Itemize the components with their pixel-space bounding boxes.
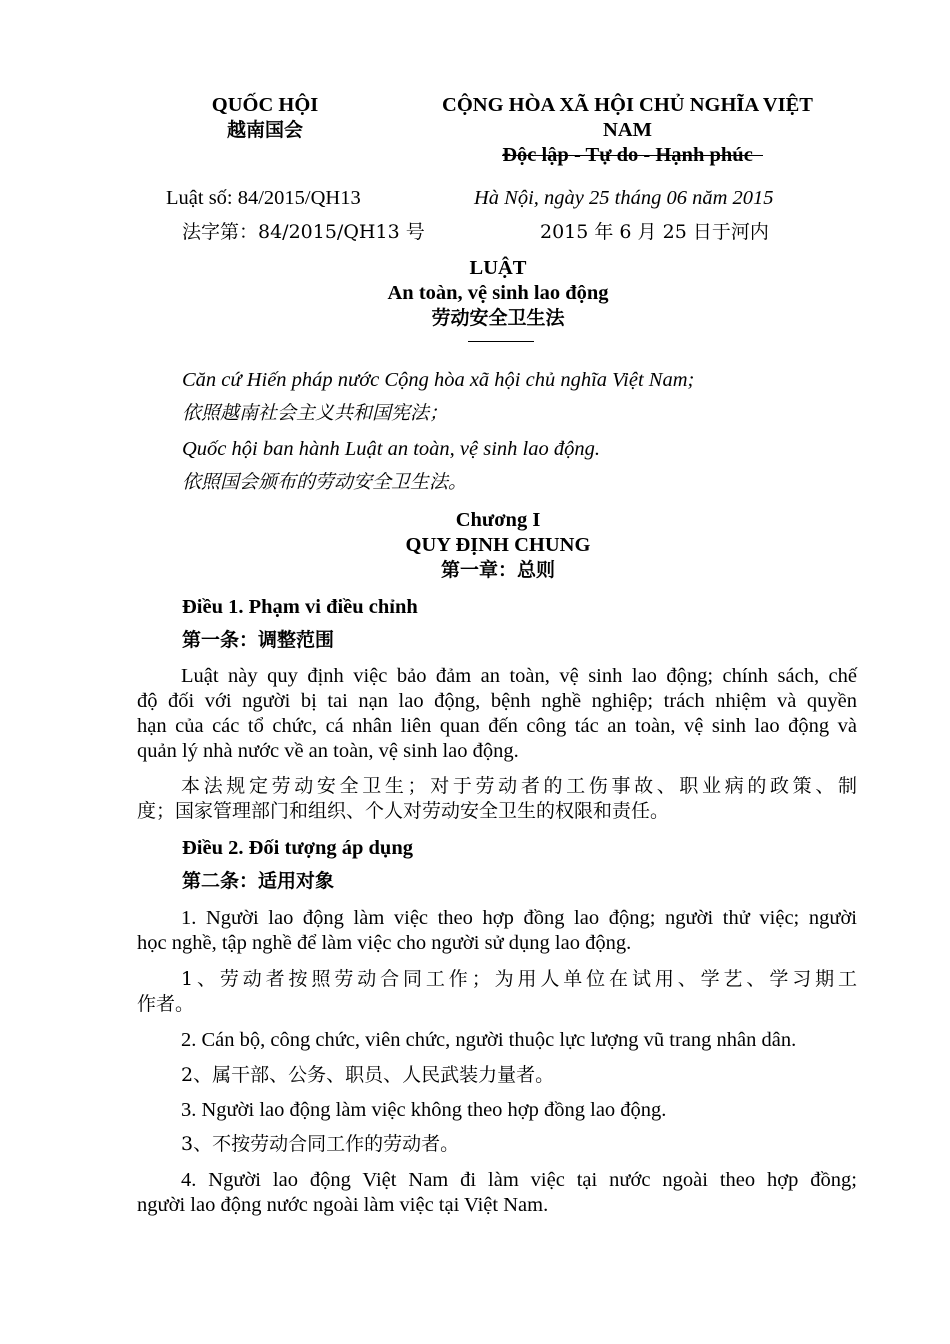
law-subtitle-cn: 劳动安全卫生法 [431, 307, 565, 329]
issuer-name-cn: 越南国会 [226, 119, 303, 141]
article2-item1 [137, 906, 857, 956]
national-title-line1: CỘNG HÒA XÃ HỘI CHỦ NGHĨA VIỆT [442, 94, 813, 116]
chapter-title-cn: 第一章：总则 [440, 559, 555, 581]
preamble-basis: Căn cứ Hiến pháp nước Cộng hòa xã hội chủ nghĩa Việt Nam; [182, 369, 695, 391]
national-title-block [420, 93, 835, 168]
law-subtitle: An toàn, vệ sinh lao động [387, 282, 609, 304]
law-title: LUẬT [469, 257, 527, 279]
law-title-block [300, 256, 696, 331]
preamble-enactment: Quốc hội ban hành Luật an toàn, vệ sinh lao động. [182, 438, 600, 460]
law-number: Luật số: 84/2015/QH13 [166, 187, 361, 209]
article1-body-line: quản lý nhà nước về an toàn, vệ sinh lao động. [137, 740, 519, 762]
article2-item1-cn-line: 1、劳动者按照劳动合同工作；为用人单位在试用、学艺、学习期工 [181, 968, 857, 990]
article2-item1-line: 1. Người lao động làm việc theo hợp đồng lao động; người thử việc; người [181, 907, 857, 929]
article1-body-cn-line: 度；国家管理部门和组织、个人对劳动安全卫生的权限和责任。 [137, 800, 670, 822]
law-number-cn: 法字第：84/2015/QH13 号 [182, 221, 425, 243]
article1-heading-cn: 第一条：调整范围 [182, 629, 335, 651]
issue-date-cn: 2015 年 6 月 25 日于河内 [540, 221, 769, 243]
chapter-title: QUY ĐỊNH CHUNG [405, 534, 591, 556]
article2-item4-line: 4. Người lao động Việt Nam đi làm việc tại nước ngoài theo hợp đồng; [181, 1169, 857, 1191]
issuer-block [165, 93, 365, 143]
article2-item3-cn: 3、不按劳动合同工作的劳动者。 [181, 1133, 460, 1155]
preamble-enactment-cn: 依照国会颁布的劳动安全卫生法。 [182, 471, 468, 493]
article2-item3: 3. Người lao động làm việc không theo hợp đồng lao động. [181, 1099, 667, 1121]
national-motto: Độc lập - Tự do - Hạnh phúc [502, 144, 753, 166]
article2-heading-cn: 第二条：适用对象 [182, 870, 335, 892]
article1-body-cn-line: 本法规定劳动安全卫生；对于劳动者的工伤事故、职业病的政策、制 [181, 775, 857, 797]
issuer-name: QUỐC HỘI [211, 94, 319, 116]
article1-heading: Điều 1. Phạm vi điều chỉnh [182, 596, 418, 618]
article2-heading: Điều 2. Đối tượng áp dụng [182, 837, 413, 859]
chapter-heading [300, 508, 696, 583]
article1-body [137, 664, 857, 764]
article1-body-cn [137, 774, 857, 824]
article2-item2: 2. Cán bộ, công chức, viên chức, người thuộc lực lượng vũ trang nhân dân. [181, 1029, 797, 1051]
issue-date: Hà Nội, ngày 25 tháng 06 năm 2015 [474, 187, 774, 209]
article1-body-line: Luật này quy định việc bảo đảm an toàn, vệ sinh lao động; chính sách, chế [181, 665, 857, 687]
article2-item4-line: người lao động nước ngoài làm việc tại Việt Nam. [137, 1194, 549, 1216]
national-title-line2: NAM [603, 119, 652, 141]
title-divider [468, 341, 534, 342]
national-motto-wrap [502, 143, 753, 168]
article1-body-line: độ đối với người bị tai nạn lao động, bệnh nghề nghiệp; trách nhiệm và quyền [137, 690, 857, 712]
article2-item2-cn: 2、属干部、公务、职员、人民武装力量者。 [181, 1064, 555, 1086]
chapter-number: Chương I [455, 509, 541, 531]
article1-body-line: hạn của các tổ chức, cá nhân liên quan đến công tác an toàn, vệ sinh lao động và [137, 715, 857, 737]
article2-item1-cn [137, 967, 857, 1017]
article2-item1-line: học nghề, tập nghề để làm việc cho người sử dụng lao động. [137, 932, 632, 954]
article2-item1-cn-line: 作者。 [137, 993, 195, 1015]
article2-item4 [137, 1168, 857, 1218]
preamble-basis-cn: 依照越南社会主义共和国宪法； [182, 402, 449, 424]
motto-strike-line [502, 155, 763, 156]
